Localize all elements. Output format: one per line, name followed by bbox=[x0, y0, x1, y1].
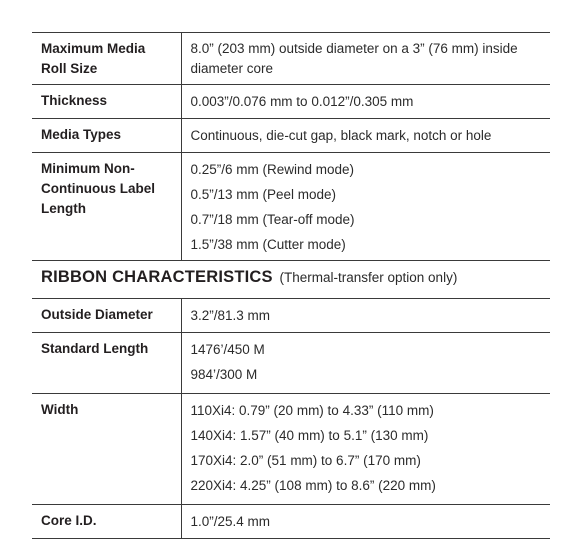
spec-label bbox=[32, 394, 181, 505]
spec-row-thickness bbox=[32, 85, 550, 119]
spec-label-line: Length bbox=[41, 201, 86, 216]
spec-value bbox=[181, 505, 550, 539]
spec-label bbox=[32, 505, 181, 539]
spec-label-line: Roll Size bbox=[41, 61, 98, 76]
spec-label-line: Maximum Media bbox=[41, 41, 146, 56]
spec-value-line: 110Xi4: 0.79” (20 mm) to 4.33” (110 mm) bbox=[190, 403, 434, 418]
spec-label-line: Continuous Label bbox=[41, 181, 155, 196]
spec-table bbox=[32, 32, 550, 539]
spec-label-line: Core I.D. bbox=[41, 513, 97, 528]
spec-row-standard-length bbox=[32, 333, 550, 394]
spec-value-line: 0.5”/13 mm (Peel mode) bbox=[190, 187, 337, 202]
section-title: RIBBON CHARACTERISTICS bbox=[41, 268, 273, 286]
spec-sheet bbox=[32, 32, 550, 539]
spec-label-line: Thickness bbox=[41, 93, 108, 108]
spec-label bbox=[32, 153, 181, 261]
spec-label bbox=[32, 33, 181, 85]
spec-value-line: 0.7”/18 mm (Tear-off mode) bbox=[190, 212, 355, 227]
spec-value bbox=[181, 85, 550, 119]
spec-label bbox=[32, 119, 181, 153]
spec-value-line: 1476’/450 M bbox=[190, 342, 265, 357]
spec-row-width bbox=[32, 394, 550, 505]
spec-value-line: 0.25”/6 mm (Rewind mode) bbox=[190, 162, 355, 177]
spec-value bbox=[181, 119, 550, 153]
spec-label bbox=[32, 85, 181, 119]
spec-value-line: 220Xi4: 4.25” (108 mm) to 8.6” (220 mm) bbox=[190, 478, 436, 493]
spec-label bbox=[32, 333, 181, 394]
spec-value-text: Continuous, die-cut gap, black mark, notch or hole bbox=[190, 128, 492, 143]
spec-value bbox=[181, 333, 550, 394]
section-header-ribbon bbox=[32, 261, 550, 299]
spec-label-line: Minimum Non- bbox=[41, 161, 135, 176]
spec-label-line: Width bbox=[41, 402, 79, 417]
spec-row-maximum-media-roll-size bbox=[32, 33, 550, 85]
spec-value bbox=[181, 299, 550, 333]
spec-value-line: 1.5”/38 mm (Cutter mode) bbox=[190, 237, 346, 252]
spec-row-core-id bbox=[32, 505, 550, 539]
spec-value bbox=[181, 33, 550, 85]
spec-row-media-types bbox=[32, 119, 550, 153]
section-note: (Thermal-transfer option only) bbox=[279, 270, 458, 285]
spec-value-line: 170Xi4: 2.0” (51 mm) to 6.7” (170 mm) bbox=[190, 453, 421, 468]
spec-label-line: Media Types bbox=[41, 127, 122, 142]
spec-label-line: Standard Length bbox=[41, 341, 149, 356]
spec-value-text: 3.2”/81.3 mm bbox=[190, 308, 271, 323]
spec-value-line: 140Xi4: 1.57” (40 mm) to 5.1” (130 mm) bbox=[190, 428, 429, 443]
spec-value-text: 1.0”/25.4 mm bbox=[190, 514, 271, 529]
spec-row-minimum-label-length bbox=[32, 153, 550, 261]
spec-label bbox=[32, 299, 181, 333]
spec-value-text: 8.0” (203 mm) outside diameter on a 3” (76 mm) inside diameter core bbox=[190, 41, 518, 76]
spec-value-line: 984’/300 M bbox=[190, 367, 258, 382]
spec-value bbox=[181, 153, 550, 261]
spec-row-outside-diameter bbox=[32, 299, 550, 333]
spec-value-text: 0.003”/0.076 mm to 0.012”/0.305 mm bbox=[190, 94, 414, 109]
spec-label-line: Outside Diameter bbox=[41, 307, 153, 322]
section-header-cell bbox=[32, 261, 550, 299]
spec-value bbox=[181, 394, 550, 505]
